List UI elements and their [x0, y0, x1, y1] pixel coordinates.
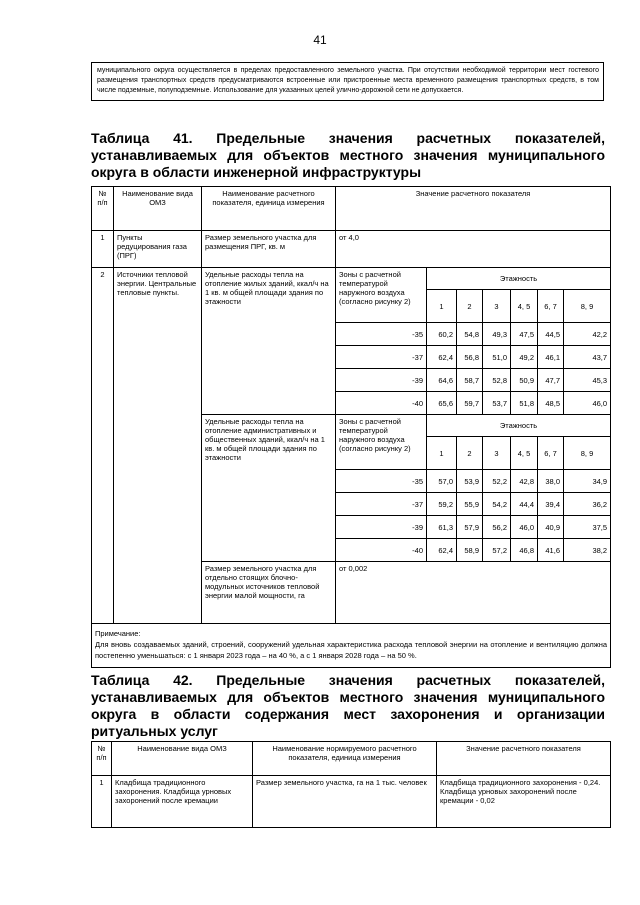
t41-zone-a: -39: [336, 369, 427, 392]
t41-row2-num: 2: [92, 268, 114, 624]
t41-cell: 61,3: [427, 516, 457, 539]
t41-header-omz: Наименование вида ОМЗ: [114, 187, 202, 231]
t41-cell: 49,2: [511, 346, 538, 369]
table42: [91, 741, 611, 828]
t41-floors-label-b: Этажность: [427, 415, 611, 437]
t41-floor-b-5: 6, 7: [538, 437, 564, 470]
t41-cell: 49,3: [483, 323, 511, 346]
t42-row1-indicator: Размер земельного участка, га на 1 тыс. человек: [253, 776, 437, 828]
t41-cell: 43,7: [564, 346, 611, 369]
t41-indicator-b: Удельные расходы тепла на отопление административных и общественных зданий, ккал/ч на 1 кв. м общей площади здания по этажности: [202, 415, 336, 562]
t41-floor-b-2: 2: [457, 437, 483, 470]
t41-cell: 39,4: [538, 493, 564, 516]
t41-cell: 37,5: [564, 516, 611, 539]
t41-cell: 52,8: [483, 369, 511, 392]
t41-value-c: от 0,002: [336, 562, 611, 624]
t41-row1-value: от 4,0: [336, 231, 611, 268]
table41-title: Таблица 41. Предельные значения расчетных показателей, устанавливаемых для объектов местного значения муниципального округа в области инженерной инфраструктуры: [91, 130, 605, 180]
t41-floors-label-a: Этажность: [427, 268, 611, 290]
t41-cell: 45,3: [564, 369, 611, 392]
t41-cell: 46,1: [538, 346, 564, 369]
t41-cell: 51,8: [511, 392, 538, 415]
t41-cell: 55,9: [457, 493, 483, 516]
t41-cell: 54,2: [483, 493, 511, 516]
t41-cell: 52,2: [483, 470, 511, 493]
t41-floor-b-4: 4, 5: [511, 437, 538, 470]
t41-note: [92, 624, 611, 668]
t41-row2-name: Источники тепловой энергии. Центральные тепловые пункты.: [114, 268, 202, 624]
t41-cell: 51,0: [483, 346, 511, 369]
t41-floor-a-6: 8, 9: [564, 290, 611, 323]
t41-cell: 57,9: [457, 516, 483, 539]
t41-cell: 50,9: [511, 369, 538, 392]
t42-row1-value: Кладбища традиционного захоронения - 0,24. Кладбища урновых захоронений после кремации - 0,02: [437, 776, 611, 828]
t41-floor-b-6: 8, 9: [564, 437, 611, 470]
t42-row1-name: Кладбища традиционного захоронения. Кладбища урновых захоронений после кремации: [112, 776, 253, 828]
t41-cell: 44,4: [511, 493, 538, 516]
t41-cell: 53,7: [483, 392, 511, 415]
t41-row1-indicator: Размер земельного участка для размещения ПРГ, кв. м: [202, 231, 336, 268]
t41-cell: 38,0: [538, 470, 564, 493]
t41-zone-label-b: Зоны с расчетной температурой наружного воздуха (согласно рисунку 2): [336, 415, 427, 470]
t41-cell: 58,7: [457, 369, 483, 392]
t41-header-num: № п/п: [92, 187, 114, 231]
t41-cell: 65,6: [427, 392, 457, 415]
t41-note-text: Для вновь создаваемых зданий, строений, сооружений удельная характеристика расхода тепловой энергии на отопление и вентиляцию должна постепенно уменьшаться: с 1 января 2023 года – на 40 %, а с 1 января 2028 года – на 50 %.: [95, 640, 608, 660]
t42-header-value: Значение расчетного показателя: [437, 742, 611, 776]
t41-cell: 48,5: [538, 392, 564, 415]
t41-cell: 34,9: [564, 470, 611, 493]
t41-cell: 46,0: [511, 516, 538, 539]
t41-cell: 53,9: [457, 470, 483, 493]
t41-row1-num: 1: [92, 231, 114, 268]
t41-cell: 54,8: [457, 323, 483, 346]
t41-header-indicator: Наименование расчетного показателя, единица измерения: [202, 187, 336, 231]
t41-cell: 59,2: [427, 493, 457, 516]
t41-zone-a: -40: [336, 392, 427, 415]
t41-zone-b: -40: [336, 539, 427, 562]
t41-cell: 46,0: [564, 392, 611, 415]
t41-cell: 38,2: [564, 539, 611, 562]
t41-floor-a-4: 4, 5: [511, 290, 538, 323]
t41-note-title: Примечание:: [95, 629, 141, 638]
t41-cell: 57,0: [427, 470, 457, 493]
table42-title: Таблица 42. Предельные значения расчетных показателей, устанавливаемых для объектов местного значения муниципального округа в области содержания мест захоронения и организации ритуальных услуг: [91, 672, 605, 739]
t41-cell: 56,2: [483, 516, 511, 539]
t41-zone-label-a: Зоны с расчетной температурой наружного воздуха (согласно рисунку 2): [336, 268, 427, 323]
t41-floor-a-1: 1: [427, 290, 457, 323]
t41-floor-b-3: 3: [483, 437, 511, 470]
t41-cell: 42,8: [511, 470, 538, 493]
t41-row1-name: Пункты редуцирования газа (ПРГ): [114, 231, 202, 268]
t41-cell: 40,9: [538, 516, 564, 539]
t41-cell: 42,2: [564, 323, 611, 346]
t41-cell: 62,4: [427, 539, 457, 562]
t41-cell: 59,7: [457, 392, 483, 415]
t41-zone-b: -39: [336, 516, 427, 539]
t42-header-num: № п/п: [92, 742, 112, 776]
table41: [91, 186, 611, 668]
t41-zone-b: -37: [336, 493, 427, 516]
t41-floor-b-1: 1: [427, 437, 457, 470]
t41-floor-a-3: 3: [483, 290, 511, 323]
t41-cell: 46,8: [511, 539, 538, 562]
t41-zone-b: -35: [336, 470, 427, 493]
page-number: 41: [313, 33, 327, 47]
t41-floor-a-2: 2: [457, 290, 483, 323]
t41-floor-a-5: 6, 7: [538, 290, 564, 323]
t41-cell: 62,4: [427, 346, 457, 369]
t41-indicator-a: Удельные расходы тепла на отопление жилых зданий, ккал/ч на 1 кв. м общей площади здания по этажности: [202, 268, 336, 415]
t41-indicator-c: Размер земельного участка для отдельно стоящих блочно-модульных источников тепловой энергии малой мощности, га: [202, 562, 336, 624]
t42-row1-num: 1: [92, 776, 112, 828]
t41-cell: 41,6: [538, 539, 564, 562]
t42-header-indicator: Наименование нормируемого расчетного показателя, единица измерения: [253, 742, 437, 776]
t42-header-omz: Наименование вида ОМЗ: [112, 742, 253, 776]
t41-cell: 36,2: [564, 493, 611, 516]
t41-cell: 47,5: [511, 323, 538, 346]
t41-zone-a: -37: [336, 346, 427, 369]
t41-cell: 56,8: [457, 346, 483, 369]
intro-paragraph: муниципального округа осуществляется в пределах предоставленного земельного участка. При отсутствии необходимой территории мест гостевого размещения транспортных средств предусматриваются встроенные или пристроенные места временного размещения транспортных средств, в том числе подземные, полуподземные. Использование для указанных целей улично-дорожной сети не допускается.: [91, 62, 604, 101]
t41-cell: 58,9: [457, 539, 483, 562]
t41-cell: 60,2: [427, 323, 457, 346]
t41-cell: 47,7: [538, 369, 564, 392]
t41-cell: 57,2: [483, 539, 511, 562]
t41-cell: 44,5: [538, 323, 564, 346]
t41-cell: 64,6: [427, 369, 457, 392]
t41-zone-a: -35: [336, 323, 427, 346]
t41-header-value: Значение расчетного показателя: [336, 187, 611, 231]
